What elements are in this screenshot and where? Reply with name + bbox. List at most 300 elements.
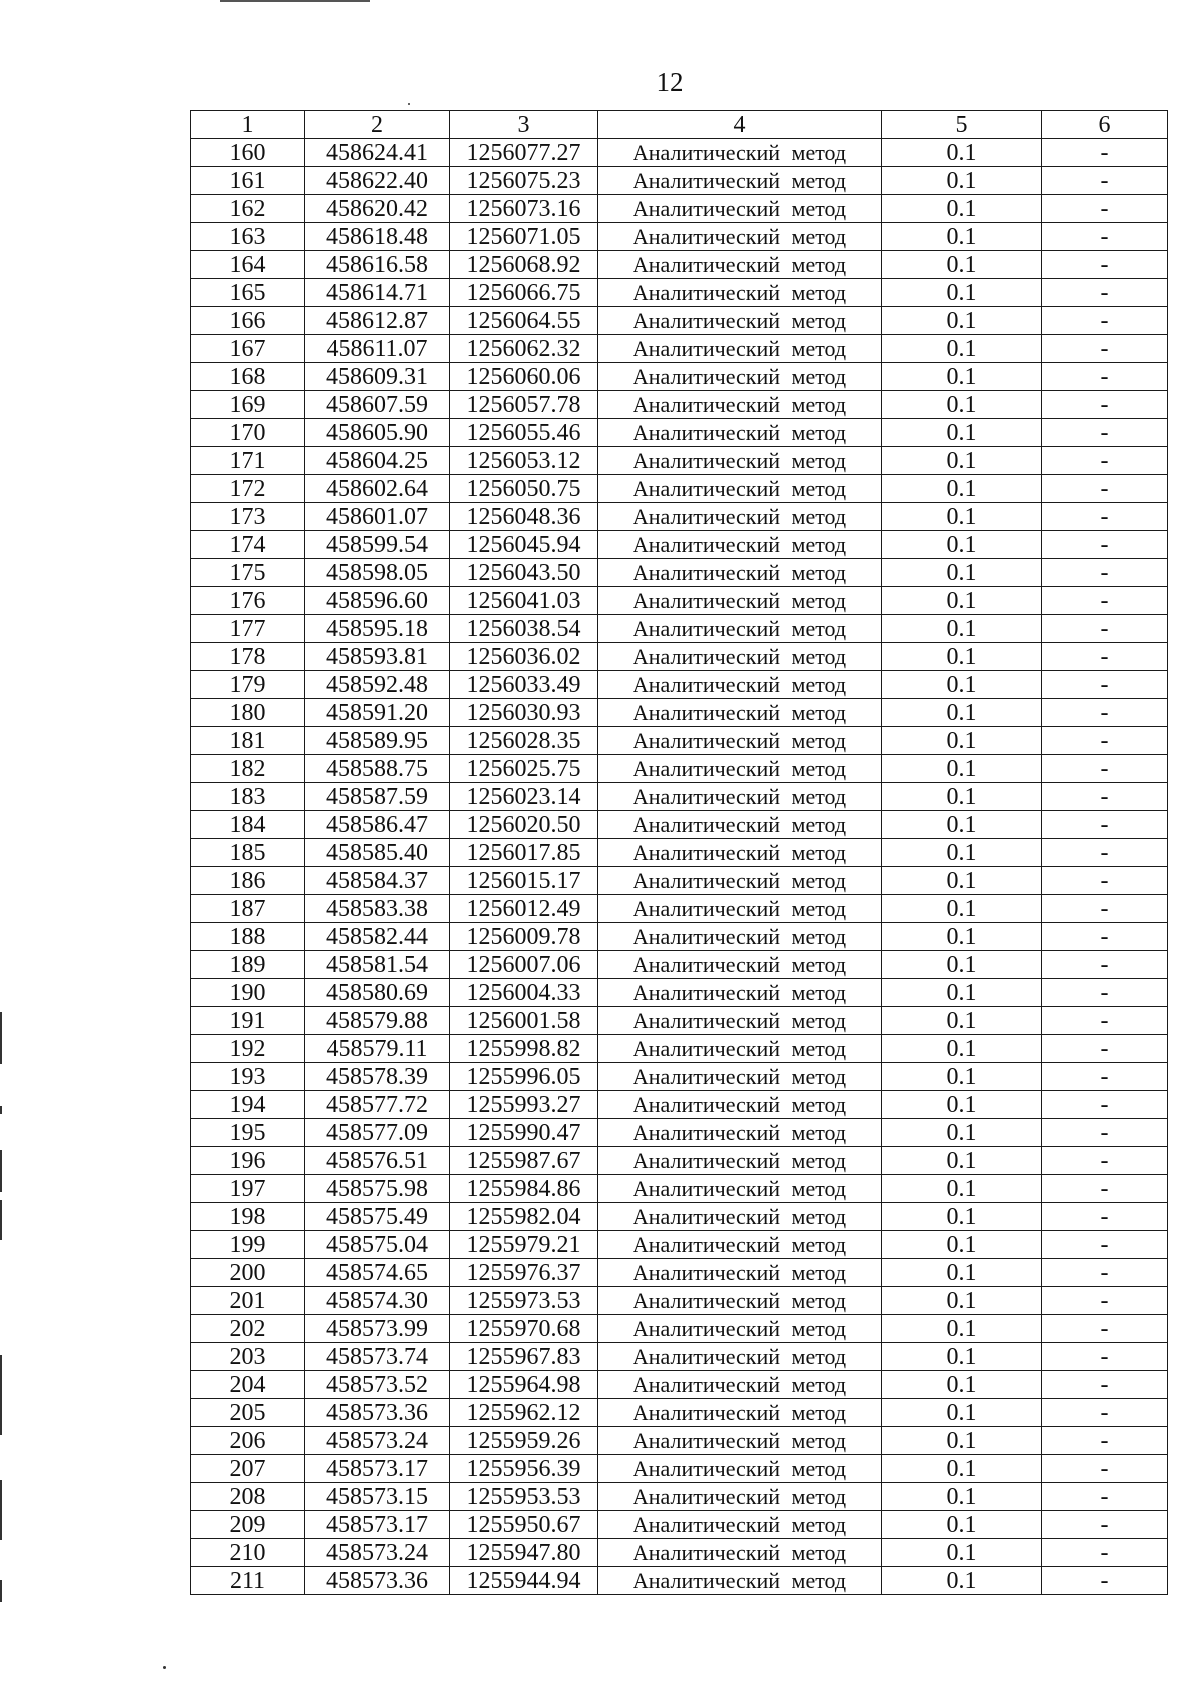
cell-note: - [1042, 307, 1168, 335]
cell-y-coordinate: 1255998.82 [450, 1035, 598, 1063]
cell-accuracy: 0.1 [882, 1539, 1042, 1567]
cell-note: - [1042, 475, 1168, 503]
table-row [191, 839, 1168, 867]
cell-y-coordinate: 1256075.23 [450, 167, 598, 195]
table-row [191, 1287, 1168, 1315]
cell-note: - [1042, 1511, 1168, 1539]
cell-note: - [1042, 811, 1168, 839]
coordinates-table [190, 110, 1168, 1595]
cell-method: Аналитический метод [598, 867, 882, 895]
cell-y-coordinate: 1256043.50 [450, 559, 598, 587]
table-row [191, 1119, 1168, 1147]
cell-method: Аналитический метод [598, 251, 882, 279]
cell-point-number: 175 [191, 559, 305, 587]
cell-point-number: 200 [191, 1259, 305, 1287]
cell-point-number: 178 [191, 643, 305, 671]
cell-method: Аналитический метод [598, 951, 882, 979]
cell-x-coordinate: 458609.31 [305, 363, 450, 391]
cell-x-coordinate: 458602.64 [305, 475, 450, 503]
cell-method: Аналитический метод [598, 1063, 882, 1091]
cell-note: - [1042, 391, 1168, 419]
header-cell-1: 1 [191, 111, 305, 139]
cell-x-coordinate: 458574.30 [305, 1287, 450, 1315]
cell-y-coordinate: 1256028.35 [450, 727, 598, 755]
cell-method: Аналитический метод [598, 1035, 882, 1063]
cell-x-coordinate: 458573.74 [305, 1343, 450, 1371]
cell-x-coordinate: 458580.69 [305, 979, 450, 1007]
cell-point-number: 198 [191, 1203, 305, 1231]
page-number: 12 [656, 67, 684, 97]
cell-y-coordinate: 1256017.85 [450, 839, 598, 867]
cell-note: - [1042, 279, 1168, 307]
cell-x-coordinate: 458575.49 [305, 1203, 450, 1231]
cell-note: - [1042, 671, 1168, 699]
scan-margin-mark [0, 1480, 2, 1540]
cell-y-coordinate: 1256020.50 [450, 811, 598, 839]
cell-point-number: 188 [191, 923, 305, 951]
cell-y-coordinate: 1256015.17 [450, 867, 598, 895]
cell-accuracy: 0.1 [882, 979, 1042, 1007]
table-row [191, 1147, 1168, 1175]
cell-x-coordinate: 458579.88 [305, 1007, 450, 1035]
cell-point-number: 189 [191, 951, 305, 979]
cell-method: Аналитический метод [598, 1539, 882, 1567]
cell-method: Аналитический метод [598, 279, 882, 307]
cell-note: - [1042, 195, 1168, 223]
header-cell-3: 3 [450, 111, 598, 139]
cell-accuracy: 0.1 [882, 1175, 1042, 1203]
cell-x-coordinate: 458586.47 [305, 811, 450, 839]
cell-method: Аналитический метод [598, 1287, 882, 1315]
cell-x-coordinate: 458573.36 [305, 1567, 450, 1595]
cell-accuracy: 0.1 [882, 559, 1042, 587]
table-row [191, 671, 1168, 699]
cell-x-coordinate: 458573.36 [305, 1399, 450, 1427]
cell-x-coordinate: 458611.07 [305, 335, 450, 363]
cell-x-coordinate: 458618.48 [305, 223, 450, 251]
cell-note: - [1042, 1539, 1168, 1567]
cell-x-coordinate: 458583.38 [305, 895, 450, 923]
cell-method: Аналитический метод [598, 1567, 882, 1595]
cell-note: - [1042, 587, 1168, 615]
scan-top-rule [220, 0, 370, 2]
cell-accuracy: 0.1 [882, 1455, 1042, 1483]
scan-speck [163, 1666, 166, 1669]
cell-method: Аналитический метод [598, 139, 882, 167]
table-row [191, 615, 1168, 643]
cell-point-number: 208 [191, 1483, 305, 1511]
cell-y-coordinate: 1256041.03 [450, 587, 598, 615]
cell-accuracy: 0.1 [882, 783, 1042, 811]
cell-method: Аналитический метод [598, 447, 882, 475]
cell-method: Аналитический метод [598, 195, 882, 223]
table-row [191, 1259, 1168, 1287]
cell-point-number: 187 [191, 895, 305, 923]
table-row [191, 419, 1168, 447]
table-row [191, 1427, 1168, 1455]
cell-x-coordinate: 458574.65 [305, 1259, 450, 1287]
table-row [191, 531, 1168, 559]
cell-note: - [1042, 447, 1168, 475]
cell-point-number: 186 [191, 867, 305, 895]
cell-accuracy: 0.1 [882, 1511, 1042, 1539]
cell-point-number: 205 [191, 1399, 305, 1427]
cell-y-coordinate: 1256023.14 [450, 783, 598, 811]
cell-y-coordinate: 1255996.05 [450, 1063, 598, 1091]
cell-point-number: 167 [191, 335, 305, 363]
cell-x-coordinate: 458595.18 [305, 615, 450, 643]
cell-point-number: 181 [191, 727, 305, 755]
cell-x-coordinate: 458579.11 [305, 1035, 450, 1063]
cell-note: - [1042, 867, 1168, 895]
cell-point-number: 206 [191, 1427, 305, 1455]
table-row [191, 279, 1168, 307]
cell-note: - [1042, 1315, 1168, 1343]
cell-point-number: 174 [191, 531, 305, 559]
cell-method: Аналитический метод [598, 223, 882, 251]
cell-x-coordinate: 458604.25 [305, 447, 450, 475]
cell-method: Аналитический метод [598, 363, 882, 391]
cell-x-coordinate: 458573.17 [305, 1455, 450, 1483]
cell-note: - [1042, 1343, 1168, 1371]
cell-note: - [1042, 1455, 1168, 1483]
cell-method: Аналитический метод [598, 727, 882, 755]
table-row [191, 699, 1168, 727]
cell-accuracy: 0.1 [882, 1203, 1042, 1231]
cell-accuracy: 0.1 [882, 1231, 1042, 1259]
scan-margin-mark [0, 1150, 2, 1192]
cell-y-coordinate: 1256068.92 [450, 251, 598, 279]
cell-point-number: 192 [191, 1035, 305, 1063]
cell-y-coordinate: 1256030.93 [450, 699, 598, 727]
cell-method: Аналитический метод [598, 391, 882, 419]
cell-accuracy: 0.1 [882, 167, 1042, 195]
cell-accuracy: 0.1 [882, 951, 1042, 979]
cell-x-coordinate: 458584.37 [305, 867, 450, 895]
cell-note: - [1042, 727, 1168, 755]
cell-accuracy: 0.1 [882, 503, 1042, 531]
header-cell-5: 5 [882, 111, 1042, 139]
cell-note: - [1042, 1119, 1168, 1147]
cell-accuracy: 0.1 [882, 419, 1042, 447]
cell-accuracy: 0.1 [882, 335, 1042, 363]
cell-method: Аналитический метод [598, 1203, 882, 1231]
cell-y-coordinate: 1256025.75 [450, 755, 598, 783]
cell-x-coordinate: 458605.90 [305, 419, 450, 447]
cell-method: Аналитический метод [598, 783, 882, 811]
cell-accuracy: 0.1 [882, 755, 1042, 783]
cell-point-number: 163 [191, 223, 305, 251]
cell-method: Аналитический метод [598, 167, 882, 195]
cell-accuracy: 0.1 [882, 1119, 1042, 1147]
table-row [191, 167, 1168, 195]
cell-method: Аналитический метод [598, 1091, 882, 1119]
cell-y-coordinate: 1256048.36 [450, 503, 598, 531]
table-row [191, 1035, 1168, 1063]
cell-y-coordinate: 1256064.55 [450, 307, 598, 335]
scan-margin-mark [0, 1580, 2, 1602]
cell-accuracy: 0.1 [882, 643, 1042, 671]
table-row [191, 139, 1168, 167]
cell-point-number: 162 [191, 195, 305, 223]
cell-method: Аналитический метод [598, 643, 882, 671]
cell-method: Аналитический метод [598, 1427, 882, 1455]
cell-accuracy: 0.1 [882, 251, 1042, 279]
cell-accuracy: 0.1 [882, 699, 1042, 727]
cell-y-coordinate: 1255944.94 [450, 1567, 598, 1595]
cell-y-coordinate: 1255950.67 [450, 1511, 598, 1539]
cell-accuracy: 0.1 [882, 1091, 1042, 1119]
cell-point-number: 209 [191, 1511, 305, 1539]
cell-x-coordinate: 458585.40 [305, 839, 450, 867]
cell-y-coordinate: 1255967.83 [450, 1343, 598, 1371]
cell-y-coordinate: 1255982.04 [450, 1203, 598, 1231]
table-row [191, 251, 1168, 279]
cell-accuracy: 0.1 [882, 1371, 1042, 1399]
table-row [191, 363, 1168, 391]
cell-note: - [1042, 1483, 1168, 1511]
cell-accuracy: 0.1 [882, 671, 1042, 699]
cell-y-coordinate: 1256057.78 [450, 391, 598, 419]
scan-speck [408, 103, 410, 105]
cell-note: - [1042, 643, 1168, 671]
cell-method: Аналитический метод [598, 839, 882, 867]
cell-method: Аналитический метод [598, 1259, 882, 1287]
cell-accuracy: 0.1 [882, 839, 1042, 867]
cell-note: - [1042, 1259, 1168, 1287]
cell-point-number: 203 [191, 1343, 305, 1371]
cell-method: Аналитический метод [598, 1399, 882, 1427]
cell-point-number: 191 [191, 1007, 305, 1035]
table-row [191, 727, 1168, 755]
cell-note: - [1042, 363, 1168, 391]
table-row [191, 1399, 1168, 1427]
cell-method: Аналитический метод [598, 615, 882, 643]
cell-method: Аналитический метод [598, 979, 882, 1007]
table-row [191, 587, 1168, 615]
cell-point-number: 161 [191, 167, 305, 195]
cell-note: - [1042, 951, 1168, 979]
cell-y-coordinate: 1255976.37 [450, 1259, 598, 1287]
cell-accuracy: 0.1 [882, 531, 1042, 559]
cell-note: - [1042, 503, 1168, 531]
cell-note: - [1042, 531, 1168, 559]
cell-x-coordinate: 458573.17 [305, 1511, 450, 1539]
table-row [191, 1063, 1168, 1091]
table-row [191, 643, 1168, 671]
table-row [191, 335, 1168, 363]
table-row [191, 1371, 1168, 1399]
cell-point-number: 211 [191, 1567, 305, 1595]
cell-accuracy: 0.1 [882, 391, 1042, 419]
cell-point-number: 182 [191, 755, 305, 783]
table-row [191, 1567, 1168, 1595]
cell-note: - [1042, 1231, 1168, 1259]
cell-accuracy: 0.1 [882, 1147, 1042, 1175]
cell-y-coordinate: 1256012.49 [450, 895, 598, 923]
cell-x-coordinate: 458620.42 [305, 195, 450, 223]
cell-method: Аналитический метод [598, 895, 882, 923]
table-row [191, 867, 1168, 895]
cell-accuracy: 0.1 [882, 363, 1042, 391]
table-body [191, 111, 1168, 1595]
cell-method: Аналитический метод [598, 1483, 882, 1511]
cell-x-coordinate: 458614.71 [305, 279, 450, 307]
cell-method: Аналитический метод [598, 671, 882, 699]
cell-point-number: 173 [191, 503, 305, 531]
cell-note: - [1042, 755, 1168, 783]
table-row [191, 475, 1168, 503]
table-row [191, 1175, 1168, 1203]
cell-method: Аналитический метод [598, 1119, 882, 1147]
cell-accuracy: 0.1 [882, 1483, 1042, 1511]
cell-note: - [1042, 335, 1168, 363]
cell-x-coordinate: 458578.39 [305, 1063, 450, 1091]
cell-point-number: 210 [191, 1539, 305, 1567]
cell-accuracy: 0.1 [882, 475, 1042, 503]
scan-margin-mark [0, 1106, 2, 1114]
cell-x-coordinate: 458575.98 [305, 1175, 450, 1203]
cell-accuracy: 0.1 [882, 279, 1042, 307]
cell-x-coordinate: 458589.95 [305, 727, 450, 755]
cell-note: - [1042, 923, 1168, 951]
cell-x-coordinate: 458576.51 [305, 1147, 450, 1175]
cell-x-coordinate: 458577.09 [305, 1119, 450, 1147]
cell-point-number: 195 [191, 1119, 305, 1147]
cell-note: - [1042, 1035, 1168, 1063]
cell-note: - [1042, 1203, 1168, 1231]
cell-note: - [1042, 1063, 1168, 1091]
table-row [191, 1455, 1168, 1483]
cell-note: - [1042, 559, 1168, 587]
cell-point-number: 199 [191, 1231, 305, 1259]
cell-accuracy: 0.1 [882, 1035, 1042, 1063]
table-row [191, 1091, 1168, 1119]
cell-note: - [1042, 979, 1168, 1007]
cell-method: Аналитический метод [598, 307, 882, 335]
cell-note: - [1042, 1147, 1168, 1175]
cell-point-number: 201 [191, 1287, 305, 1315]
cell-point-number: 165 [191, 279, 305, 307]
cell-y-coordinate: 1255953.53 [450, 1483, 598, 1511]
cell-note: - [1042, 1567, 1168, 1595]
cell-point-number: 202 [191, 1315, 305, 1343]
cell-accuracy: 0.1 [882, 587, 1042, 615]
cell-method: Аналитический метод [598, 1343, 882, 1371]
cell-method: Аналитический метод [598, 1455, 882, 1483]
cell-y-coordinate: 1256001.58 [450, 1007, 598, 1035]
table-row [191, 447, 1168, 475]
cell-x-coordinate: 458573.15 [305, 1483, 450, 1511]
cell-method: Аналитический метод [598, 503, 882, 531]
cell-accuracy: 0.1 [882, 923, 1042, 951]
table-row [191, 951, 1168, 979]
cell-method: Аналитический метод [598, 1315, 882, 1343]
cell-x-coordinate: 458588.75 [305, 755, 450, 783]
cell-accuracy: 0.1 [882, 1063, 1042, 1091]
cell-method: Аналитический метод [598, 923, 882, 951]
cell-point-number: 193 [191, 1063, 305, 1091]
table-row [191, 923, 1168, 951]
cell-y-coordinate: 1255993.27 [450, 1091, 598, 1119]
cell-y-coordinate: 1255959.26 [450, 1427, 598, 1455]
cell-accuracy: 0.1 [882, 1343, 1042, 1371]
cell-y-coordinate: 1256036.02 [450, 643, 598, 671]
cell-point-number: 176 [191, 587, 305, 615]
cell-y-coordinate: 1255984.86 [450, 1175, 598, 1203]
header-cell-2: 2 [305, 111, 450, 139]
cell-method: Аналитический метод [598, 587, 882, 615]
cell-accuracy: 0.1 [882, 223, 1042, 251]
cell-y-coordinate: 1256077.27 [450, 139, 598, 167]
cell-y-coordinate: 1255973.53 [450, 1287, 598, 1315]
cell-point-number: 164 [191, 251, 305, 279]
header-cell-4: 4 [598, 111, 882, 139]
cell-accuracy: 0.1 [882, 895, 1042, 923]
cell-accuracy: 0.1 [882, 615, 1042, 643]
cell-x-coordinate: 458622.40 [305, 167, 450, 195]
table-row [191, 223, 1168, 251]
cell-point-number: 168 [191, 363, 305, 391]
cell-point-number: 204 [191, 1371, 305, 1399]
cell-method: Аналитический метод [598, 475, 882, 503]
cell-note: - [1042, 895, 1168, 923]
cell-note: - [1042, 251, 1168, 279]
cell-note: - [1042, 1091, 1168, 1119]
cell-y-coordinate: 1255956.39 [450, 1455, 598, 1483]
cell-point-number: 180 [191, 699, 305, 727]
cell-note: - [1042, 1007, 1168, 1035]
cell-y-coordinate: 1255987.67 [450, 1147, 598, 1175]
cell-y-coordinate: 1256050.75 [450, 475, 598, 503]
cell-method: Аналитический метод [598, 1511, 882, 1539]
cell-x-coordinate: 458599.54 [305, 531, 450, 559]
cell-note: - [1042, 1371, 1168, 1399]
cell-method: Аналитический метод [598, 699, 882, 727]
cell-note: - [1042, 223, 1168, 251]
cell-point-number: 166 [191, 307, 305, 335]
table-row [191, 195, 1168, 223]
cell-accuracy: 0.1 [882, 1287, 1042, 1315]
cell-accuracy: 0.1 [882, 811, 1042, 839]
cell-x-coordinate: 458581.54 [305, 951, 450, 979]
cell-y-coordinate: 1256045.94 [450, 531, 598, 559]
scan-margin-mark [0, 1355, 2, 1435]
cell-accuracy: 0.1 [882, 1399, 1042, 1427]
table-row [191, 503, 1168, 531]
cell-x-coordinate: 458573.52 [305, 1371, 450, 1399]
cell-y-coordinate: 1256060.06 [450, 363, 598, 391]
table-header-row [191, 111, 1168, 139]
cell-point-number: 185 [191, 839, 305, 867]
cell-method: Аналитический метод [598, 1371, 882, 1399]
cell-y-coordinate: 1256007.06 [450, 951, 598, 979]
cell-note: - [1042, 419, 1168, 447]
cell-accuracy: 0.1 [882, 447, 1042, 475]
cell-point-number: 196 [191, 1147, 305, 1175]
cell-point-number: 197 [191, 1175, 305, 1203]
table-row [191, 895, 1168, 923]
cell-accuracy: 0.1 [882, 195, 1042, 223]
cell-accuracy: 0.1 [882, 1567, 1042, 1595]
cell-accuracy: 0.1 [882, 727, 1042, 755]
cell-x-coordinate: 458573.24 [305, 1427, 450, 1455]
cell-point-number: 194 [191, 1091, 305, 1119]
table-row [191, 559, 1168, 587]
cell-y-coordinate: 1255979.21 [450, 1231, 598, 1259]
cell-y-coordinate: 1256053.12 [450, 447, 598, 475]
cell-note: - [1042, 615, 1168, 643]
